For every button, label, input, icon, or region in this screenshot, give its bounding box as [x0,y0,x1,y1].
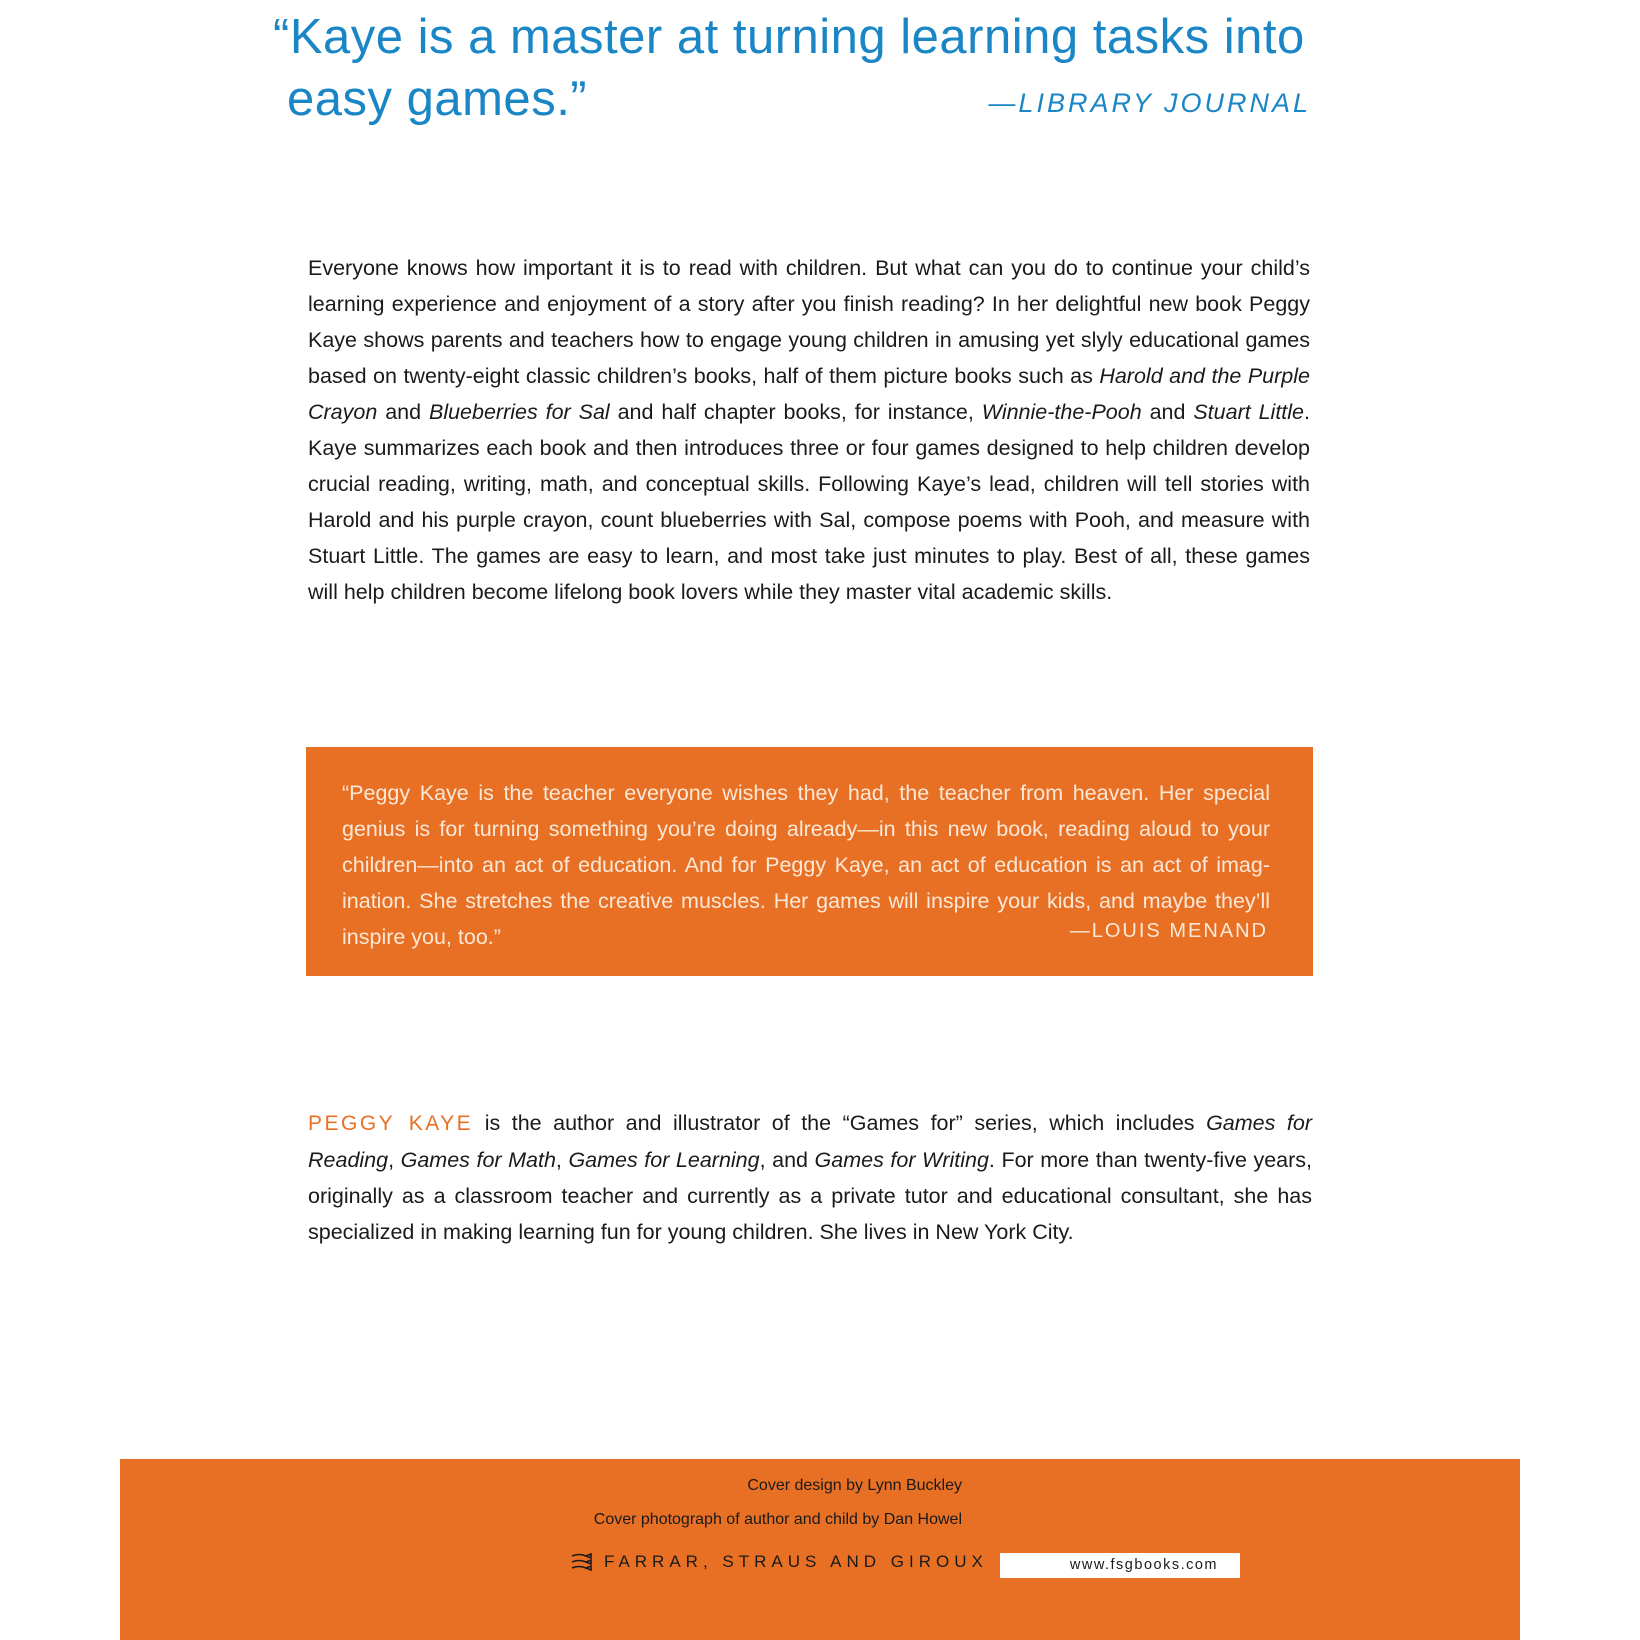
bio-text-2: . For more than twenty-five years, originally as a classroom teacher and currently as a private tutor and educational consultant, she has specialized in making learning fun for young children. She lives in New York City. [308,1148,1313,1244]
series-title-reading: Games for Reading [308,1111,1312,1172]
description-text-2: and half chapter books, for instance, [609,400,982,424]
series-title-learning: Games for Learning [568,1148,760,1172]
author-bio [308,1105,1312,1250]
series-title-writing: Games for Writing [814,1148,989,1172]
description-text-3: . Kaye summarizes each book and then introduces three or four games designed to help children develop crucial reading, writing, math, and conceptual skills. Following Kaye’s lead, children will tell stories with Harold and his purple crayon, count blueberries with Sal, compose poems with Pooh, and measure with Stuart Little. The games are easy to learn, and most take just minutes to play. Best of all, these games will help children become lifelong book lovers while they master vital academic skills. [308,400,1310,604]
description-and-2: and [1141,400,1194,424]
bio-sep-1: , [388,1148,401,1172]
publisher-name: FARRAR, STRAUS AND GIROUX [604,1552,988,1571]
book-title-blueberries: Blueberries for Sal [428,400,610,424]
headline-quote-line-2: easy games.” [287,72,588,126]
testimonial-quote: “Peggy Kaye is the teacher everyone wishes they had, the teacher from heaven. Her special genius is for turning something you’re doing already—in this new book, reading aloud to your children—into an act of education. And for Peggy Kaye, an act of education is an act of imagination. She stretches the creative muscles. Her games will inspire your kids, and maybe they’ll inspire you, too.” [342,781,1270,949]
bio-sep-3: , and [759,1148,815,1172]
description-and-1: and [377,400,429,424]
headline-quote-line-1: “Kaye is a master at turning learning tasks into [273,10,1305,64]
headline-quote-attribution: —LIBRARY JOURNAL [988,88,1311,118]
fish-logo-icon [570,1553,594,1571]
description-text-1: Everyone knows how important it is to read with children. But what can you do to continue your child’s learning experience and enjoyment of a story after you finish reading? In her delightful new book Peggy Kaye shows parents and teachers how to engage young children in amusing yet slyly educational games based on twenty-eight classic children’s books, half of them picture books such as [308,256,1310,388]
cover-photo-credit: Cover photograph of author and child by Dan Howel [593,1511,962,1528]
book-title-winnie: Winnie-the-Pooh [981,400,1142,424]
series-title-math: Games for Math [400,1148,556,1172]
bio-sep-2: , [555,1148,569,1172]
cover-design-credit: Cover design by Lynn Buckley [747,1477,962,1494]
testimonial-attribution: —LOUIS MENAND [1069,920,1268,942]
book-title-harold: Harold and the Purple Crayon [308,364,1310,424]
author-name: PEGGY KAYE [308,1112,474,1135]
publisher-website: www.fsgbooks.com [1000,1553,1240,1578]
book-description [308,250,1310,610]
book-title-stuart: Stuart Little [1193,400,1305,424]
bio-text-1: is the author and illustrator of the “Games for” series, which includes [473,1111,1207,1135]
publisher-block [570,1552,988,1572]
